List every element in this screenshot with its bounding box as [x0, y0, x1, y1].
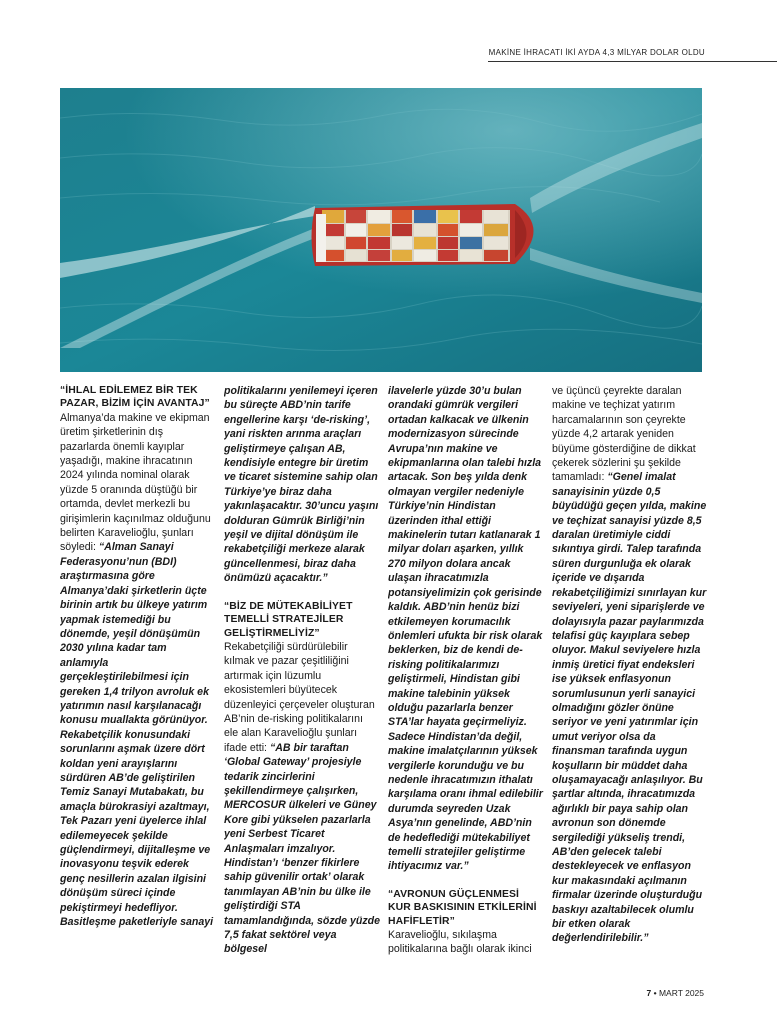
quote-text: “Alman Sanayi Federasyonu’nun (BDI) araştırmasına göre Almanya’daki şirketlerin üçte birinin artık bu ülkeye yatırım yapmak istemediği bu dönemde, yeşil dönüşümün 2030 yılına kadar tam anlamıyla gerçekleştirilebilmesi için gereken 1,4 trilyon avroluk ek yatırımın nasıl karşılanacağı konusu muallakta görünüyor. Rekabetçilik konusundaki sorunlarını aşmak üzere dört koldan yeni arayışlarını sürdüren AB’de geliştirilen Temiz Sanayi Mutabakatı, bu amaçla bürokrasiyi azaltmayı, Tek Pazarı yeni üyelerce ihlal edilemeyecek şekilde güçlendirmeyi, dijitalleşme ve inovasyonu teşvik ederek genç nesillerin azalan ilgisini dönüşüm süreci içinde pekiştirmeyi hedefliyor. Basitleşme paketleriyle sanayi [60, 541, 214, 929]
container-ship [312, 204, 534, 266]
paragraph [224, 384, 380, 586]
subheading-ihlal-edilemez: “İHLAL EDİLEMEZ BİR TEK PAZAR, BİZİM İÇİN AVANTAJ” [60, 385, 210, 410]
container-ship-photo [60, 88, 702, 372]
paragraph [388, 384, 544, 874]
column-3 [388, 384, 544, 974]
paragraph [224, 640, 380, 957]
subheading-avronun-guclenmesi: “AVRONUN GÜÇLENMESİ KUR BASKISININ ETKİLERİNİ HAFİFLETİR” [388, 888, 537, 927]
paragraph-text: Almanya’da makine ve ekipman üretim şirketlerinin dış pazarlarda önemli kayıplar yaşadığı, makine ihracatının 2024 yılında nominal olarak yüzde 5 oranında düştüğü bir ortamda, devlet merkezli bu girişimlerin kaçınılmaz olduğunu belirten Karavelioğlu, şunları söyledi: [60, 411, 211, 554]
quote-text: “Genel imalat sanayisinin yüzde 0,5 büyüdüğü geçen yılda, makine ve teçhizat sanayisi yüzde 8,5 daralan üretimiyle ciddi sıkıntıya girdi. Talep tarafında süren durgunluğa ek olarak içeride ve dışarıda rekabetçiliğimizi sınırlayan kur seviyeleri, yeni siparişlerde ve dolayısıyla pazar paylarımızda telafisi güç kayıplara sebep oluyor. Makul seviyelere hızla inmiş üretici fiyat endeksleri ise yüksek enflasyonun sorumlusunun yerli sanayici olmadığını gözler önüne seriyor ve yeni yatırımlar için umut veriyor olsa da finansman tarafında uygun koşulların bir müddet daha oluşamayacağı anlaşılıyor. Bu şartlar altında, ihracatımızda ağırlıklı bir paya sahip olan avronun son dönemde sergilediği yükseliş trendi, AB’den gelecek talebi destekleyecek ve enflasyon kur makasındaki açılmanın firmalar üzerinde oluşturduğu baskıyı azaltabilecek olumlu bir etken olarak değerlendirilebilir.” [552, 471, 707, 945]
paragraph [552, 384, 708, 946]
header-rule [488, 61, 777, 62]
column-2 [224, 384, 380, 974]
running-header [0, 48, 777, 64]
page-number: 7 [646, 988, 652, 998]
running-title: MAKİNE İHRACATI İKİ AYDA 4,3 MİLYAR DOLAR OLDU [488, 48, 705, 57]
article-body [60, 384, 720, 974]
paragraph-text: Rekabetçiliği sürdürülebilir kılmak ve pazar çeşitliliğini artırmak için lüzumlu ekosistemleri büyütecek düzenleyici çerçeveler oluşturan AB’nin de-risking politikalarını ele alan Karavelioğlu şunları ifade etti: [224, 640, 375, 754]
quote-text: ilavelerle yüzde 30’u bulan orandaki gümrük vergileri ortadan kalkacak ve ülkenin modernizasyon sürecinde Avrupa’nın makine ve ekipmanlarına olan talebi hızla artacak. Son beş yılda denk olmayan vergiler nedeniyle Türkiye’nin Hindistan üzerinden ithal ettiği makinelerin tutarı katlanarak 1 milyar doları aşarken, yıllık 270 milyon dolara ancak ulaşan ihracatımızla potansiyelimizin çok gerisinde kaldık. ABD’nin henüz bizi etkilemeyen korumacılık önlemleri ufukta bir risk olarak beklerken, biz de kendi de-risking politikalarımızı geliştirmeli, Hindistan gibi makine talebinin yüksek olduğu pazarlarla benzer STA’lar hayata geçirmeliyiz. Sadece Hindistan’da değil, makine imalatçılarının yüksek vergilerle korunduğu ve bu nedenle ihracatımızın ithalatı karşılama oranı ihmal edilebilir durumda seyreden Uzak Asya’nın genelinde, ABD’nin de hedeflediği mütekabiliyet temelli stratejiler geliştirme ihtiyacımız var.” [388, 385, 543, 873]
quote-text: “AB bir taraftan ‘Global Gateway’ projesiyle tedarik zincirlerini şekillendirmeye çalışırken, MERCOSUR ülkeleri ve Güney Kore gibi yükselen pazarlarla yeni Serbest Ticaret Anlaşmaları imzalıyor. Hindistan’ı ‘benzer fikirlere sahip güvenilir ortak’ olarak tanımlayan AB’nin bu ülke ile geliştirdiği STA tamamlandığında, sözde yüzde 7,5 fakat sektörel veya bölgesel [224, 741, 380, 956]
ship-illustration [60, 88, 702, 372]
quote-text: politikalarını yenilemeyi içeren bu süreçte ABD’nin tarife engellerine karşı ‘de-risking’, yani riskten arınma araçları geliştirmeye çalışan AB, kendisiyle entegre bir üretim ve ticaret sistemine sahip olan Türkiye’ye biraz daha yakınlaşacaktır. 30’uncu yaşını dolduran Gümrük Birliği’nin yeşil ve dijital dönüşüm ile rekabetçiliği merkeze alarak güncellenmesi, biraz daha önümüzü açacaktır.” [224, 385, 379, 585]
column-4 [552, 384, 708, 974]
column-1 [60, 384, 216, 974]
paragraph-text: ve üçüncü çeyrekte daralan makine ve teçhizat yatırım harcamalarının son çeyrekte yüzde 4,2 artarak yeniden büyüme gösterdiğine de dikkat çekerek sözlerini şu şekilde tamamladı: [552, 385, 696, 484]
paragraph-text: Karavelioğlu, sıkılaşma politikalarına bağlı olarak ikinci [388, 929, 532, 956]
page-footer [646, 988, 704, 998]
paragraph [388, 928, 544, 957]
issue-date: MART 2025 [658, 988, 704, 998]
paragraph [60, 411, 216, 930]
subheading-mutekabiliyet: “BİZ DE MÜTEKABİLİYET TEMELLİ STRATEJİLER GELİŞTİRMELİYİZ” [224, 600, 353, 639]
footer-separator: • [653, 988, 657, 998]
